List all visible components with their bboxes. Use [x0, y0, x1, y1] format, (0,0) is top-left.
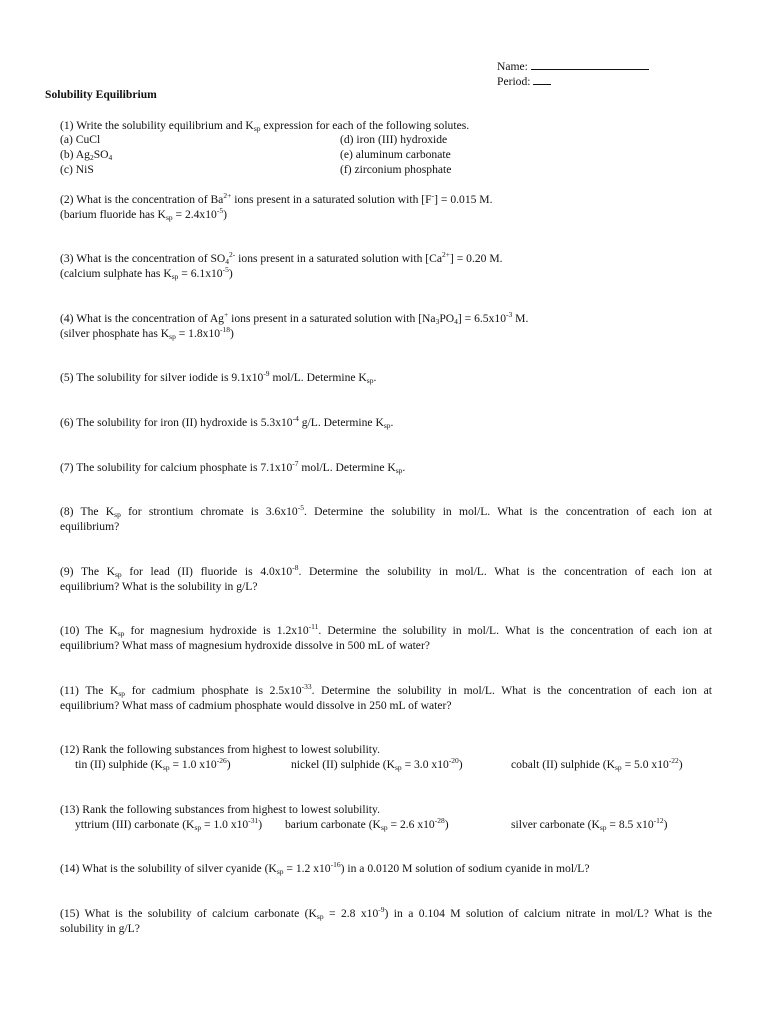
q1-text-end: expression for each of the following solutes.	[260, 119, 470, 132]
question-15: (15) What is the solubility of calcium carbonate ($K_{sp} = 2.8$ $x10^{-9}$) in a 0.104 M solution of calcium nitrate in mol/L? What is the solubility in g/L?	[60, 905, 712, 935]
q1-item-b: (b) $Ag_2SO_4$	[60, 148, 113, 162]
q1-item-e: (e) aluminum carbonate	[340, 148, 451, 161]
question-9: (9) The $K_{sp}$ for lead (II) fluoride is $4.0x10^{-8}$. Determine the solubility in mol/L. What is the concentration of each ion at equilibrium? What is the solubility in g/L?	[60, 563, 712, 593]
q13-substance-3: silver carbonate ($K_{sp} = 8.5$ $x10^{-12}$)	[511, 816, 668, 832]
q1-item-c: (c) NiS	[60, 163, 94, 176]
question-2: (2) What is the concentration of $Ba^{2+}$ ions present in a saturated solution with [F-] = 0.015 M. (barium fluoride has $K_{sp} = 2.4x10^{-5}$)	[60, 191, 493, 222]
period-label: Period:	[497, 75, 531, 88]
q1-sub: sp	[253, 124, 261, 133]
q1-item-f: (f) zirconium phosphate	[340, 163, 452, 176]
question-1	[60, 119, 712, 134]
q12-substance-3: cobalt (II) sulphide ($K_{sp} = 5.0$ $x10^{-22}$)	[511, 756, 683, 772]
question-7: (7) The solubility for calcium phosphate is $7.1x10^{-7}$ mol/L. Determine $K_{sp}$.	[60, 459, 406, 475]
period-blank[interactable]	[533, 74, 551, 85]
question-14: (14) What is the solubility of silver cyanide ($K_{sp} = 1.2$ $x10^{-16}$) in a 0.0120 M solution of sodium cyanide in mol/L?	[60, 860, 590, 876]
q12-substance-2: nickel (II) sulphide ($K_{sp} = 3.0$ $x10^{-20}$)	[291, 756, 463, 772]
name-blank[interactable]	[531, 59, 649, 70]
period-field[interactable]	[497, 74, 551, 90]
question-12: (12) Rank the following substances from highest to lowest solubility.	[60, 743, 380, 756]
question-5: (5) The solubility for silver iodide is $9.1x10^{-9}$ mol/L. Determine $K_{sp}$.	[60, 369, 377, 385]
q12-substance-1: tin (II) sulphide ($K_{sp} = 1.0$ $x10^{-26}$)	[75, 756, 231, 772]
q1-text: (1) Write the solubility equilibrium and K	[60, 119, 254, 132]
question-4: (4) What is the concentration of Ag+ ions present in a saturated solution with $[Na_3PO_4] = 6.5x10^{-3}$ M. (silver phosphate has $K_{sp} = 1.8x10^{-18}$)	[60, 310, 529, 341]
q1-item-d: (d) iron (III) hydroxide	[340, 133, 448, 146]
name-field[interactable]	[497, 59, 649, 75]
question-10: (10) The $K_{sp}$ for magnesium hydroxide is $1.2x10^{-11}$. Determine the solubility in mol/L. What is the concentration of each ion at equilibrium? What mass of magnesium hydroxide dissolve in 500 mL of water?	[60, 622, 712, 652]
question-8: (8) The $K_{sp}$ for strontium chromate is $3.6x10^{-5}$. Determine the solubility in mol/L. What is the concentration of each ion at equilibrium?	[60, 503, 712, 533]
question-6: (6) The solubility for iron (II) hydroxide is $5.3x10^{-4}$ g/L. Determine $K_{sp}$.	[60, 414, 394, 430]
question-11: (11) The $K_{sp}$ for cadmium phosphate is $2.5x10^{-33}$. Determine the solubility in mol/L. What is the concentration of each ion at equilibrium? What mass of cadmium phosphate would dissolve in 250 mL of water?	[60, 682, 712, 712]
q1-item-a: (a) CuCl	[60, 133, 101, 146]
page-title: Solubility Equilibrium	[45, 88, 157, 101]
question-3: (3) What is the concentration of $SO_4^{2-}$ ions present in a saturated solution with $[Ca^{2+}] = 0.20$ M. (calcium sulphate has $K_{sp} = 6.1x10^{-5}$)	[60, 250, 503, 281]
q13-substance-2: barium carbonate ($K_{sp} = 2.6$ $x10^{-28}$)	[285, 816, 449, 832]
name-label: Name:	[497, 60, 528, 73]
question-13: (13) Rank the following substances from highest to lowest solubility.	[60, 803, 380, 816]
q13-substance-1: yttrium (III) carbonate ($K_{sp} = 1.0$ $x10^{-31}$)	[75, 816, 263, 832]
